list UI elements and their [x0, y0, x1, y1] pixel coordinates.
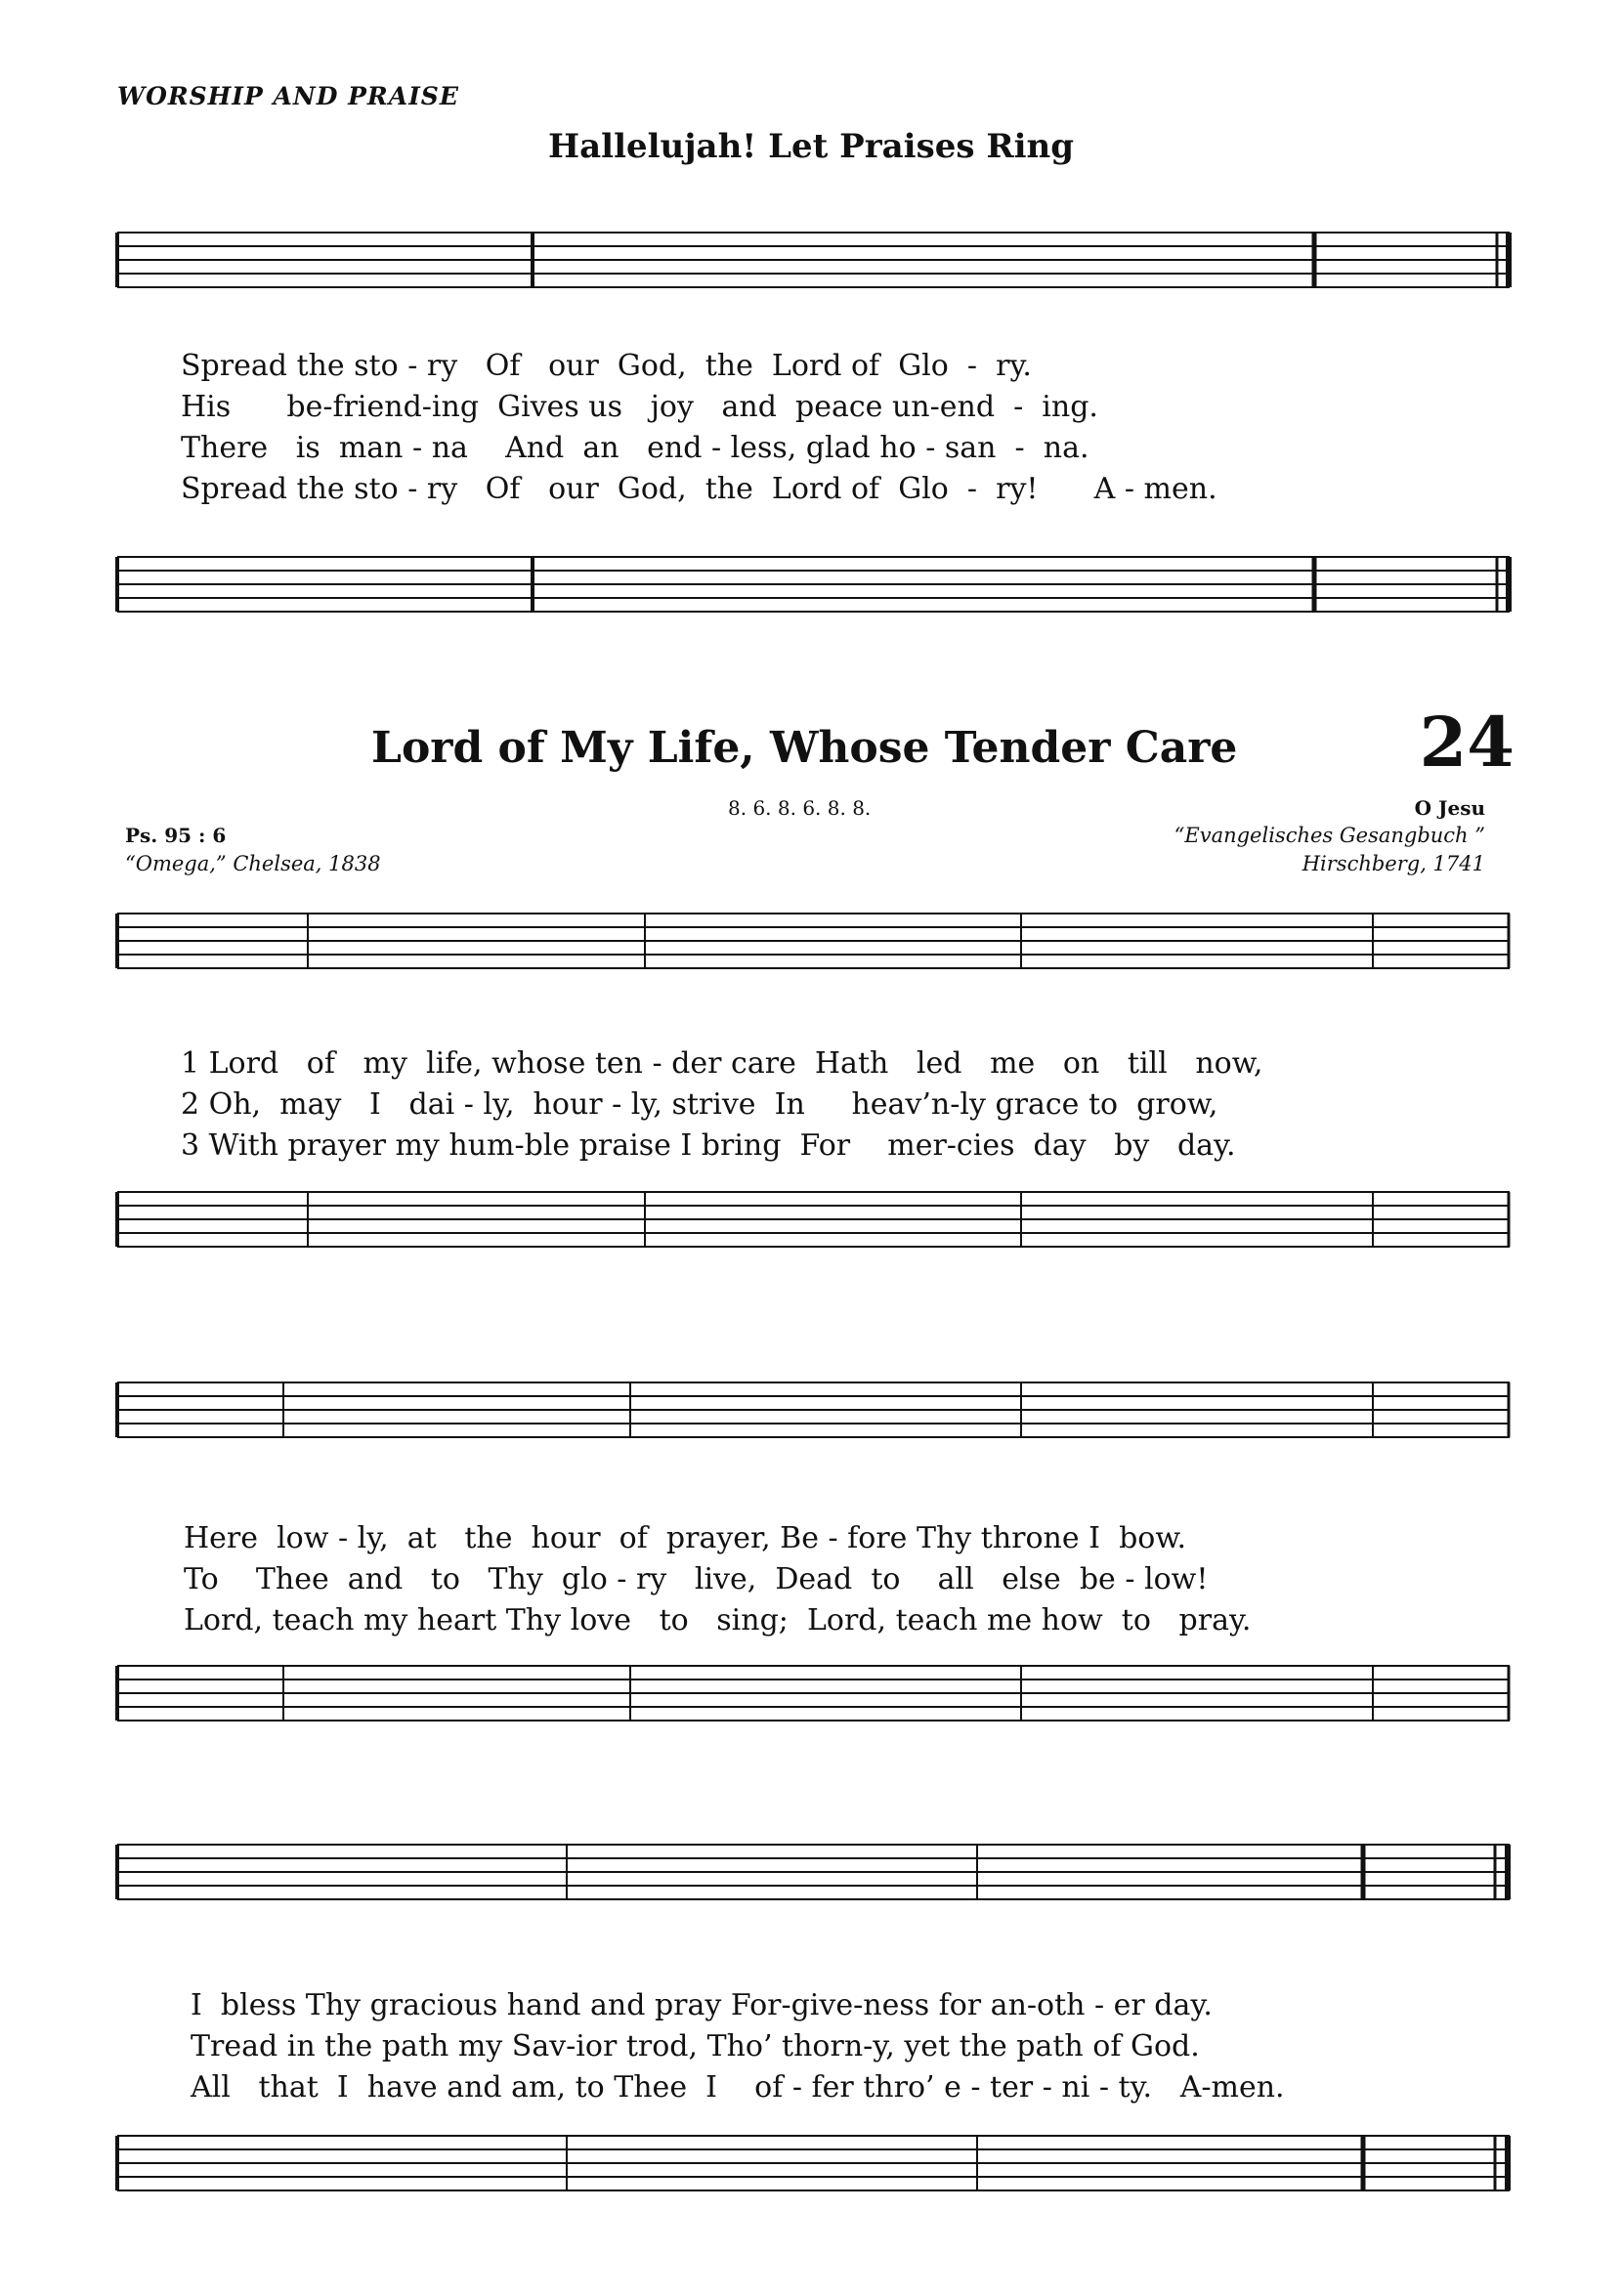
lyric-line: Lord, teach my heart Thy love to sing; Lord, teach me how to pray.: [184, 1603, 1252, 1637]
bass-staff-system-1: [0, 1182, 1622, 1270]
lyric-line: 3 With prayer my hum-ble praise I bring For mer-cies day by day.: [181, 1128, 1236, 1163]
tune-name: O Jesu: [1414, 796, 1485, 820]
lyric-line: Spread the sto - ry Of our God, the Lord of Glo - ry! A - men.: [181, 472, 1217, 506]
lyric-line: Tread in the path my Sav-ior trod, Tho’ thorn-y, yet the path of God.: [191, 2029, 1200, 2063]
treble-staff-system-1: [0, 904, 1622, 992]
treble-staff-system-2: [0, 1373, 1622, 1461]
tune-source: “Evangelisches Gesangbuch ”: [1174, 824, 1485, 847]
treble-staff-prev: [0, 223, 1622, 311]
lyric-line: Here low - ly, at the hour of prayer, Be - fore Thy throne I bow.: [184, 1521, 1187, 1555]
hymn-number: 24: [1419, 702, 1515, 783]
scripture-reference: Ps. 95 : 6: [125, 824, 227, 847]
lyric-line: His be-friend-ing Gives us joy and peace un-end - ing.: [181, 390, 1098, 424]
lyric-line: All that I have and am, to Thee I of - fer thro’ e - ter - ni - ty. A-men.: [191, 2070, 1285, 2105]
lyric-line: 1 Lord of my life, whose ten - der care Hath led me on till now,: [181, 1046, 1263, 1081]
bass-staff-system-2: [0, 1656, 1622, 1744]
running-head: WORSHIP AND PRAISE: [117, 82, 459, 110]
lyric-line: 2 Oh, may I dai - ly, hour - ly, strive In heav’n-ly grace to grow,: [181, 1087, 1218, 1122]
lyric-line: There is man - na And an end - less, glad ho - san - na.: [181, 431, 1089, 465]
hymn-title-previous: Hallelujah! Let Praises Ring: [548, 127, 1074, 166]
meter: 8. 6. 8. 6. 8. 8.: [728, 796, 872, 820]
bass-staff-prev: [0, 547, 1622, 635]
tune-source-place: Hirschberg, 1741: [1302, 852, 1485, 875]
lyric-line: I bless Thy gracious hand and pray For-give-ness for an-oth - er day.: [191, 1988, 1213, 2022]
lyric-line: Spread the sto - ry Of our God, the Lord of Glo - ry.: [181, 349, 1032, 383]
text-author: “Omega,” Chelsea, 1838: [125, 852, 381, 875]
treble-staff-system-3: [0, 1835, 1622, 1923]
hymn-title: Lord of My Life, Whose Tender Care: [371, 723, 1238, 773]
lyric-line: To Thee and to Thy glo - ry live, Dead to all else be - low!: [184, 1562, 1209, 1596]
bass-staff-system-3: [0, 2126, 1622, 2214]
